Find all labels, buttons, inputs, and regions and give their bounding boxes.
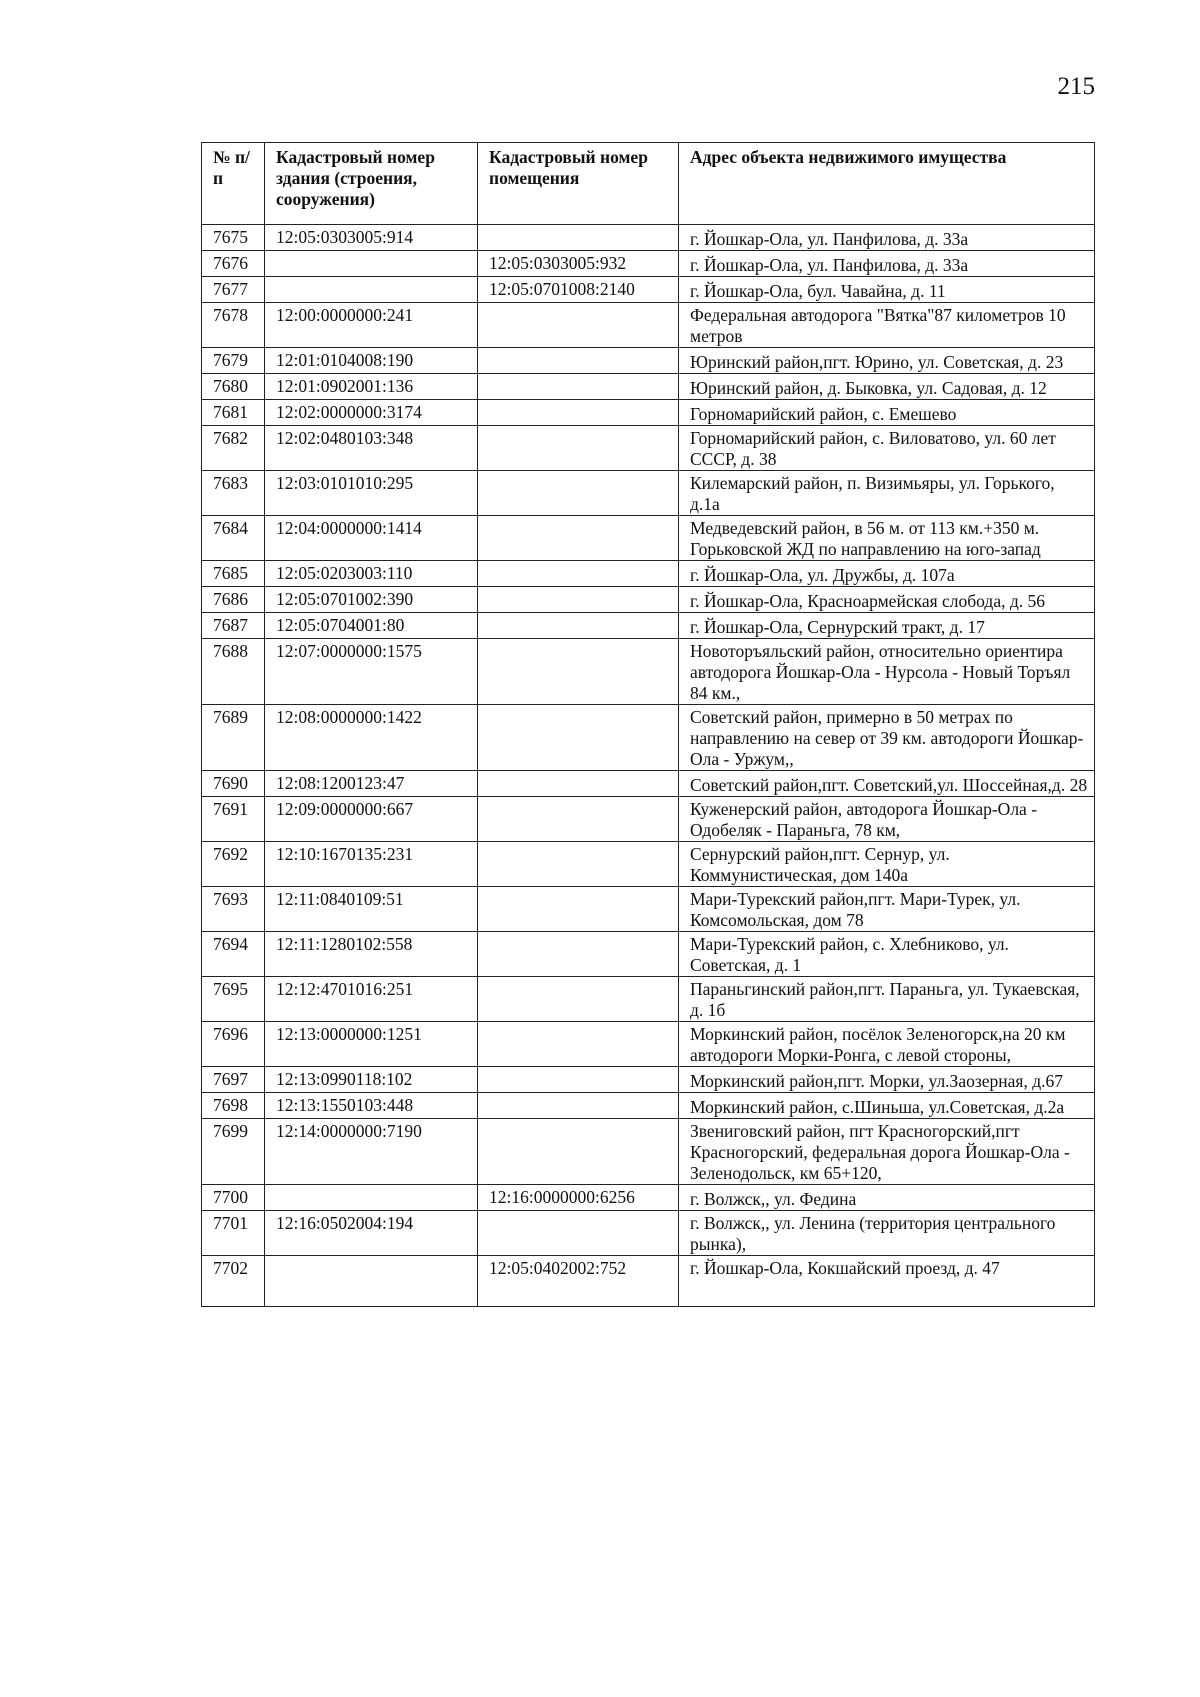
cell-num: 7691 — [202, 797, 265, 842]
cell-num: 7698 — [202, 1093, 265, 1119]
cell-address: Юринский район, д. Быковка, ул. Садовая, д. 12 — [679, 374, 1095, 400]
table-row — [202, 587, 1095, 613]
cell-num: 7699 — [202, 1119, 265, 1185]
cell-address: Мари-Турекский район, с. Хлебниково, ул. Советская, д. 1 — [679, 932, 1095, 977]
cell-num: 7690 — [202, 771, 265, 797]
cell-num: 7697 — [202, 1067, 265, 1093]
cell-address: Федеральная автодорога "Вятка"87 километров 10 метров — [679, 303, 1095, 348]
cell-address: Моркинский район, с.Шиньша, ул.Советская, д.2а — [679, 1093, 1095, 1119]
cell-address: Параньгинский район,пгт. Параньга, ул. Тукаевская, д. 1б — [679, 977, 1095, 1022]
cell-num: 7684 — [202, 516, 265, 561]
cell-address: г. Йошкар-Ола, Сернурский тракт, д. 17 — [679, 613, 1095, 639]
table-row — [202, 426, 1095, 471]
cell-address: Моркинский район,пгт. Морки, ул.Заозерная, д.67 — [679, 1067, 1095, 1093]
cell-num: 7696 — [202, 1022, 265, 1067]
cell-num: 7701 — [202, 1211, 265, 1256]
cell-address: г. Йошкар-Ола, Кокшайский проезд, д. 47 — [679, 1256, 1095, 1307]
cell-room-cadastral-number — [478, 374, 679, 400]
cell-building-cadastral-number: 12:05:0701002:390 — [265, 587, 478, 613]
page-number: 215 — [1057, 73, 1095, 100]
table-row — [202, 1093, 1095, 1119]
cell-room-cadastral-number — [478, 705, 679, 771]
cell-num: 7675 — [202, 225, 265, 251]
table-row — [202, 251, 1095, 277]
cell-building-cadastral-number: 12:12:4701016:251 — [265, 977, 478, 1022]
cell-room-cadastral-number — [478, 887, 679, 932]
table-row — [202, 1067, 1095, 1093]
cell-building-cadastral-number: 12:00:0000000:241 — [265, 303, 478, 348]
cell-address: Мари-Турекский район,пгт. Мари-Турек, ул. Комсомольская, дом 78 — [679, 887, 1095, 932]
cell-building-cadastral-number: 12:01:0902001:136 — [265, 374, 478, 400]
table-row — [202, 400, 1095, 426]
cell-num: 7686 — [202, 587, 265, 613]
cell-address: Медведевский район, в 56 м. от 113 км.+350 м. Горьковской ЖД по направлению на юго-запад — [679, 516, 1095, 561]
cell-room-cadastral-number — [478, 613, 679, 639]
cell-address: Килемарский район, п. Визимьяры, ул. Горького, д.1а — [679, 471, 1095, 516]
cell-num: 7692 — [202, 842, 265, 887]
cell-building-cadastral-number — [265, 1256, 478, 1307]
cell-building-cadastral-number — [265, 277, 478, 303]
cell-building-cadastral-number: 12:07:0000000:1575 — [265, 639, 478, 705]
cell-room-cadastral-number — [478, 1119, 679, 1185]
cell-building-cadastral-number — [265, 251, 478, 277]
header-room-cadastral-number: Кадастровый номер помещения — [478, 143, 679, 225]
table-row — [202, 932, 1095, 977]
cell-num: 7689 — [202, 705, 265, 771]
cell-room-cadastral-number — [478, 1211, 679, 1256]
cell-building-cadastral-number: 12:02:0480103:348 — [265, 426, 478, 471]
cell-room-cadastral-number — [478, 400, 679, 426]
cell-num: 7702 — [202, 1256, 265, 1307]
cell-num: 7700 — [202, 1185, 265, 1211]
cell-room-cadastral-number — [478, 426, 679, 471]
cell-room-cadastral-number — [478, 932, 679, 977]
cell-num: 7676 — [202, 251, 265, 277]
table-row — [202, 277, 1095, 303]
table-row — [202, 471, 1095, 516]
cell-num: 7681 — [202, 400, 265, 426]
cell-address: г. Волжск,, ул. Ленина (территория центрального рынка), — [679, 1211, 1095, 1256]
table-row — [202, 1256, 1095, 1307]
cell-num: 7695 — [202, 977, 265, 1022]
cell-room-cadastral-number — [478, 471, 679, 516]
cell-building-cadastral-number: 12:02:0000000:3174 — [265, 400, 478, 426]
table-header-row — [202, 143, 1095, 225]
cell-building-cadastral-number: 12:13:0000000:1251 — [265, 1022, 478, 1067]
cell-building-cadastral-number: 12:11:1280102:558 — [265, 932, 478, 977]
cell-num: 7677 — [202, 277, 265, 303]
cell-address: г. Йошкар-Ола, Красноармейская слобода, д. 56 — [679, 587, 1095, 613]
cell-building-cadastral-number: 12:08:1200123:47 — [265, 771, 478, 797]
cell-room-cadastral-number: 12:05:0303005:932 — [478, 251, 679, 277]
header-building-cadastral-number: Кадастровый номер здания (строения, сооружения) — [265, 143, 478, 225]
cell-room-cadastral-number — [478, 797, 679, 842]
table-row — [202, 374, 1095, 400]
cell-address: г. Йошкар-Ола, ул. Дружбы, д. 107а — [679, 561, 1095, 587]
cell-room-cadastral-number: 12:16:0000000:6256 — [478, 1185, 679, 1211]
cell-building-cadastral-number: 12:03:0101010:295 — [265, 471, 478, 516]
cell-num: 7688 — [202, 639, 265, 705]
cell-building-cadastral-number: 12:05:0203003:110 — [265, 561, 478, 587]
cell-building-cadastral-number: 12:05:0704001:80 — [265, 613, 478, 639]
cell-num: 7685 — [202, 561, 265, 587]
cell-address: Горномарийский район, с. Емешево — [679, 400, 1095, 426]
table-row — [202, 797, 1095, 842]
cell-building-cadastral-number — [265, 1185, 478, 1211]
cell-building-cadastral-number: 12:01:0104008:190 — [265, 348, 478, 374]
cell-address: Советский район, примерно в 50 метрах по направлению на север от 39 км. автодороги Йошкар-Ола - Уржум,, — [679, 705, 1095, 771]
table-row — [202, 977, 1095, 1022]
cadastral-table — [201, 142, 1095, 1307]
header-num: № п/п — [202, 143, 265, 225]
table-row — [202, 1185, 1095, 1211]
table-body — [202, 225, 1095, 1307]
cell-room-cadastral-number — [478, 1067, 679, 1093]
table-row — [202, 561, 1095, 587]
cell-building-cadastral-number: 12:11:0840109:51 — [265, 887, 478, 932]
cell-room-cadastral-number — [478, 225, 679, 251]
cell-building-cadastral-number: 12:14:0000000:7190 — [265, 1119, 478, 1185]
cell-address: г. Йошкар-Ола, ул. Панфилова, д. 33а — [679, 251, 1095, 277]
cell-building-cadastral-number: 12:09:0000000:667 — [265, 797, 478, 842]
cell-room-cadastral-number — [478, 587, 679, 613]
cell-address: Новоторъяльский район, относительно ориентира автодорога Йошкар-Ола - Нурсола - Новый Торъял 84 км., — [679, 639, 1095, 705]
table-row — [202, 1119, 1095, 1185]
cell-num: 7694 — [202, 932, 265, 977]
cell-address: Моркинский район, посёлок Зеленогорск,на 20 км автодороги Морки-Ронга, с левой стороны, — [679, 1022, 1095, 1067]
cell-room-cadastral-number — [478, 771, 679, 797]
table-row — [202, 705, 1095, 771]
cell-address: Куженерский район, автодорога Йошкар-Ола - Одобеляк - Параньга, 78 км, — [679, 797, 1095, 842]
cell-building-cadastral-number: 12:05:0303005:914 — [265, 225, 478, 251]
cell-room-cadastral-number: 12:05:0402002:752 — [478, 1256, 679, 1307]
cell-building-cadastral-number: 12:16:0502004:194 — [265, 1211, 478, 1256]
cell-num: 7678 — [202, 303, 265, 348]
cell-room-cadastral-number — [478, 1093, 679, 1119]
cell-building-cadastral-number: 12:10:1670135:231 — [265, 842, 478, 887]
cell-room-cadastral-number: 12:05:0701008:2140 — [478, 277, 679, 303]
cell-room-cadastral-number — [478, 977, 679, 1022]
table-row — [202, 887, 1095, 932]
cell-building-cadastral-number: 12:08:0000000:1422 — [265, 705, 478, 771]
table-row — [202, 613, 1095, 639]
table-row — [202, 348, 1095, 374]
cell-num: 7693 — [202, 887, 265, 932]
table-row — [202, 225, 1095, 251]
cell-building-cadastral-number: 12:13:0990118:102 — [265, 1067, 478, 1093]
table-row — [202, 842, 1095, 887]
table-row — [202, 303, 1095, 348]
cell-room-cadastral-number — [478, 842, 679, 887]
cell-address: Горномарийский район, с. Виловатово, ул. 60 лет СССР, д. 38 — [679, 426, 1095, 471]
cell-num: 7683 — [202, 471, 265, 516]
cell-num: 7682 — [202, 426, 265, 471]
header-address: Адрес объекта недвижимого имущества — [679, 143, 1095, 225]
cell-address: Звениговский район, пгт Красногорский,пгт Красногорский, федеральная дорога Йошкар-Ола - Зеленодольск, км 65+120, — [679, 1119, 1095, 1185]
cell-room-cadastral-number — [478, 561, 679, 587]
table-row — [202, 516, 1095, 561]
table-row — [202, 639, 1095, 705]
cell-address: Юринский район,пгт. Юрино, ул. Советская, д. 23 — [679, 348, 1095, 374]
cell-address: г. Йошкар-Ола, ул. Панфилова, д. 33а — [679, 225, 1095, 251]
table-row — [202, 1211, 1095, 1256]
cell-num: 7680 — [202, 374, 265, 400]
cell-num: 7687 — [202, 613, 265, 639]
cell-room-cadastral-number — [478, 348, 679, 374]
cell-num: 7679 — [202, 348, 265, 374]
cell-room-cadastral-number — [478, 516, 679, 561]
cell-room-cadastral-number — [478, 639, 679, 705]
cell-building-cadastral-number: 12:13:1550103:448 — [265, 1093, 478, 1119]
table-row — [202, 1022, 1095, 1067]
cell-building-cadastral-number: 12:04:0000000:1414 — [265, 516, 478, 561]
cell-address: Сернурский район,пгт. Сернур, ул. Коммунистическая, дом 140а — [679, 842, 1095, 887]
cell-room-cadastral-number — [478, 1022, 679, 1067]
cell-address: г. Волжск,, ул. Федина — [679, 1185, 1095, 1211]
cell-address: г. Йошкар-Ола, бул. Чавайна, д. 11 — [679, 277, 1095, 303]
table-row — [202, 771, 1095, 797]
cell-room-cadastral-number — [478, 303, 679, 348]
cell-address: Советский район,пгт. Советский,ул. Шоссейная,д. 28 — [679, 771, 1095, 797]
